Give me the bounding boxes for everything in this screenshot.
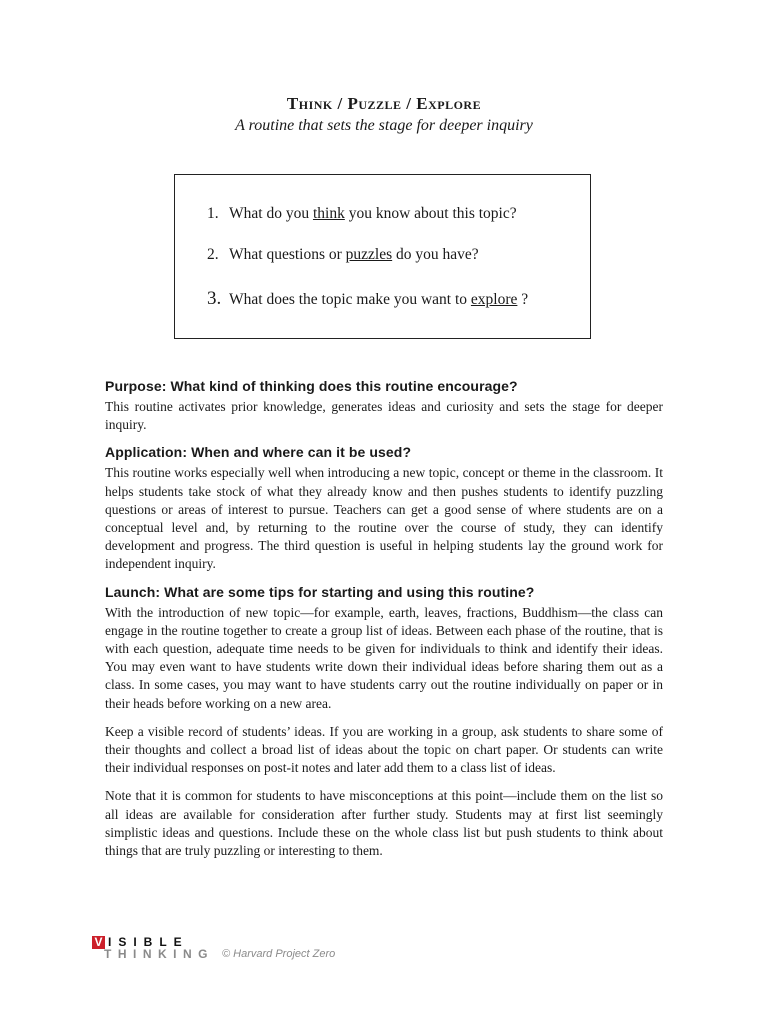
- question-text-after: do you have?: [392, 246, 479, 263]
- question-2: [207, 246, 479, 264]
- section-application: [105, 444, 663, 573]
- copyright-notice: © Harvard Project Zero: [222, 948, 336, 960]
- section-purpose: [105, 378, 663, 434]
- question-1: [207, 205, 517, 223]
- question-text-after: ?: [517, 291, 529, 308]
- questions-box: [174, 174, 591, 339]
- visible-thinking-logo: [92, 936, 212, 962]
- question-3: [207, 288, 528, 310]
- document-subtitle: A routine that sets the stage for deeper inquiry: [235, 117, 533, 134]
- section-heading: Application: When and where can it be used?: [105, 444, 412, 461]
- question-text-after: you know about this topic?: [344, 205, 517, 222]
- question-number: 1.: [207, 205, 219, 222]
- section-paragraph: With the introduction of new topic—for example, earth, leaves, fractions, Buddhism—the class can engage in the routine together to create a group list of ideas. Between each phase of the routine, that is with each question, adequate time needs to be given for individuals to think and identify their ideas. You may even want to have students write down their individual ideas before sharing them out as a class. In some cases, you may want to have students carry out the routine individually on paper or in their heads before working on a new area.: [105, 604, 663, 711]
- page-footer: [92, 936, 492, 964]
- question-text-before: What do you: [229, 205, 313, 222]
- question-keyword-puzzles: puzzles: [345, 246, 393, 263]
- question-keyword-think: think: [312, 205, 345, 222]
- question-text-before: What questions or: [229, 246, 346, 263]
- document-header: [0, 94, 768, 135]
- section-paragraph: Keep a visible record of students’ ideas. If you are working in a group, ask students to share some of their thoughts and collect a broad list of ideas about the topic on chart paper. Or students can write their individual responses on post-it notes and later add them to a class list of ideas.: [105, 723, 663, 776]
- section-heading: Purpose: What kind of thinking does this routine encourage?: [105, 378, 518, 394]
- logo-letter-badge: V: [92, 936, 105, 949]
- section-paragraph: This routine activates prior knowledge, generates ideas and curiosity and sets the stage for deeper inquiry.: [105, 399, 663, 433]
- logo-word-bottom: THINKING: [104, 947, 214, 961]
- section-heading: Launch: What are some tips for starting and using this routine?: [105, 583, 535, 600]
- question-number: 2.: [207, 246, 219, 263]
- section-launch: [105, 584, 663, 861]
- section-paragraph: This routine works especially well when introducing a new topic, concept or theme in the classroom. It helps students take stock of what they already know and then pushes students to identify puzzling questions or areas of interest to pursue. Teachers can get a good sense of where students are on a conceptual level and, by returning to the routine over the course of study, they can identify development and progress. The third question is useful in helping students lay the ground work for independent inquiry.: [105, 465, 663, 572]
- section-paragraph: Note that it is common for students to have misconceptions at this point—include them on the list so all ideas are available for consideration after further study. Students may at first list seemingly simplistic ideas and questions. Include these on the whole class list but push students to think about things that are truly puzzling or interesting to them.: [105, 788, 663, 859]
- question-number: 3.: [207, 288, 222, 309]
- question-keyword-explore: explore: [470, 291, 518, 308]
- logo-word-top: ISIBLE: [108, 935, 189, 949]
- question-text-before: What does the topic make you want to: [229, 291, 471, 308]
- document-body: [105, 378, 663, 870]
- document-title: Think / Puzzle / Explore: [286, 94, 482, 113]
